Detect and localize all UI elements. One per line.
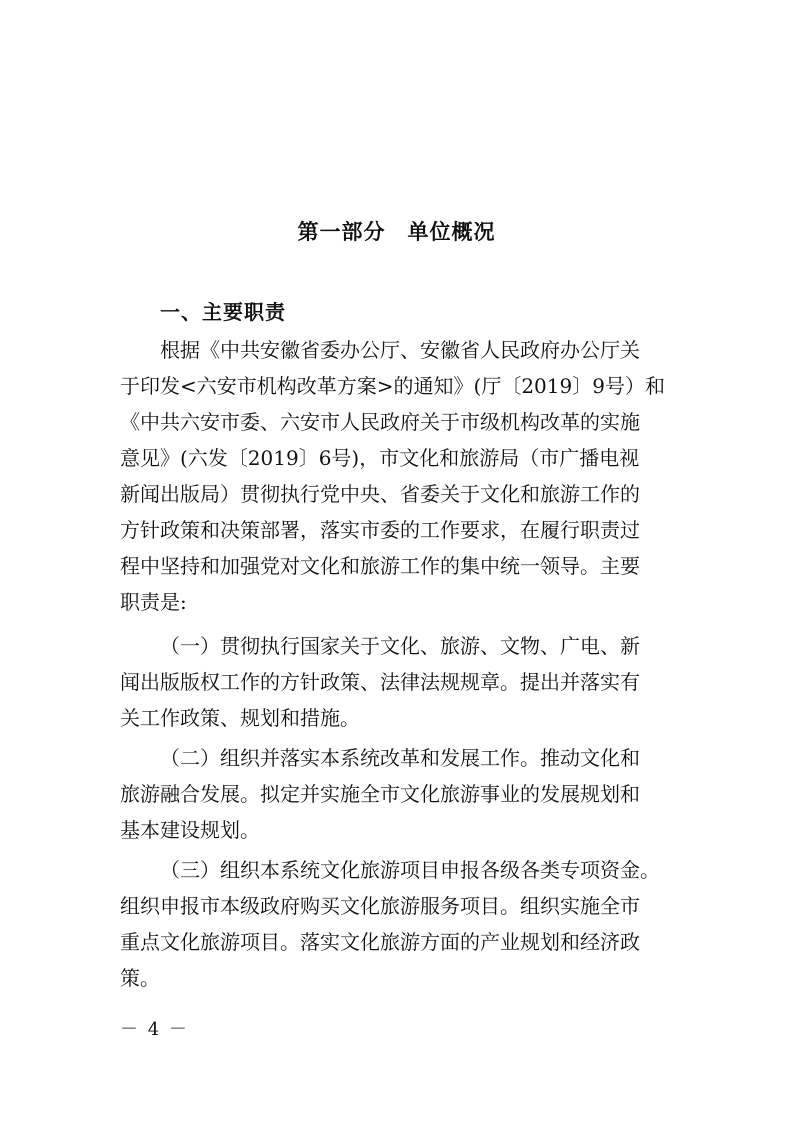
paragraph-line: 组织申报市本级政府购买文化旅游服务项目。组织实施全市 (120, 894, 640, 918)
paragraph-line: 重点文化旅游项目。落实文化旅游方面的产业规划和经济政 (120, 930, 640, 954)
paragraph-line: 意见》(六发〔2019〕6号)，市文化和旅游局（市广播电视 (120, 446, 640, 470)
paragraph-line: 根据《中共安徽省委办公厅、安徽省人民政府办公厅关 (160, 338, 640, 362)
paragraph-line: 程中坚持和加强党对文化和旅游工作的集中统一领导。主要 (120, 554, 640, 578)
paragraph-line: 旅游融合发展。拟定并实施全市文化旅游事业的发展规划和 (120, 782, 640, 806)
paragraph-line: 基本建设规划。 (120, 818, 260, 842)
page-title: 第一部分 单位概况 (297, 220, 496, 244)
paragraph-line: （一）贯彻执行国家关于文化、旅游、文物、广电、新 (160, 634, 640, 658)
paragraph-line: （二）组织并落实本系统改革和发展工作。推动文化和 (160, 746, 640, 770)
page-number: － 4 － (120, 1019, 189, 1040)
paragraph-line: 《中共六安市委、六安市人民政府关于市级机构改革的实施 (120, 410, 640, 434)
paragraph-line: 职责是: (120, 590, 187, 614)
paragraph-line: 关工作政策、规划和措施。 (120, 706, 360, 730)
section-heading: 一、主要职责 (160, 300, 286, 324)
paragraph-line: 闻出版版权工作的方针政策、法律法规规章。提出并落实有 (120, 670, 640, 694)
paragraph-line: 策。 (120, 966, 160, 990)
paragraph-line: （三）组织本系统文化旅游项目申报各级各类专项资金。 (160, 858, 660, 882)
paragraph-line: 于印发<六安市机构改革方案>的通知》(厅〔2019〕9号）和 (120, 374, 665, 398)
paragraph-line: 新闻出版局）贯彻执行党中央、省委关于文化和旅游工作的 (120, 482, 640, 506)
paragraph-line: 方针政策和决策部署，落实市委的工作要求，在履行职责过 (120, 518, 640, 542)
